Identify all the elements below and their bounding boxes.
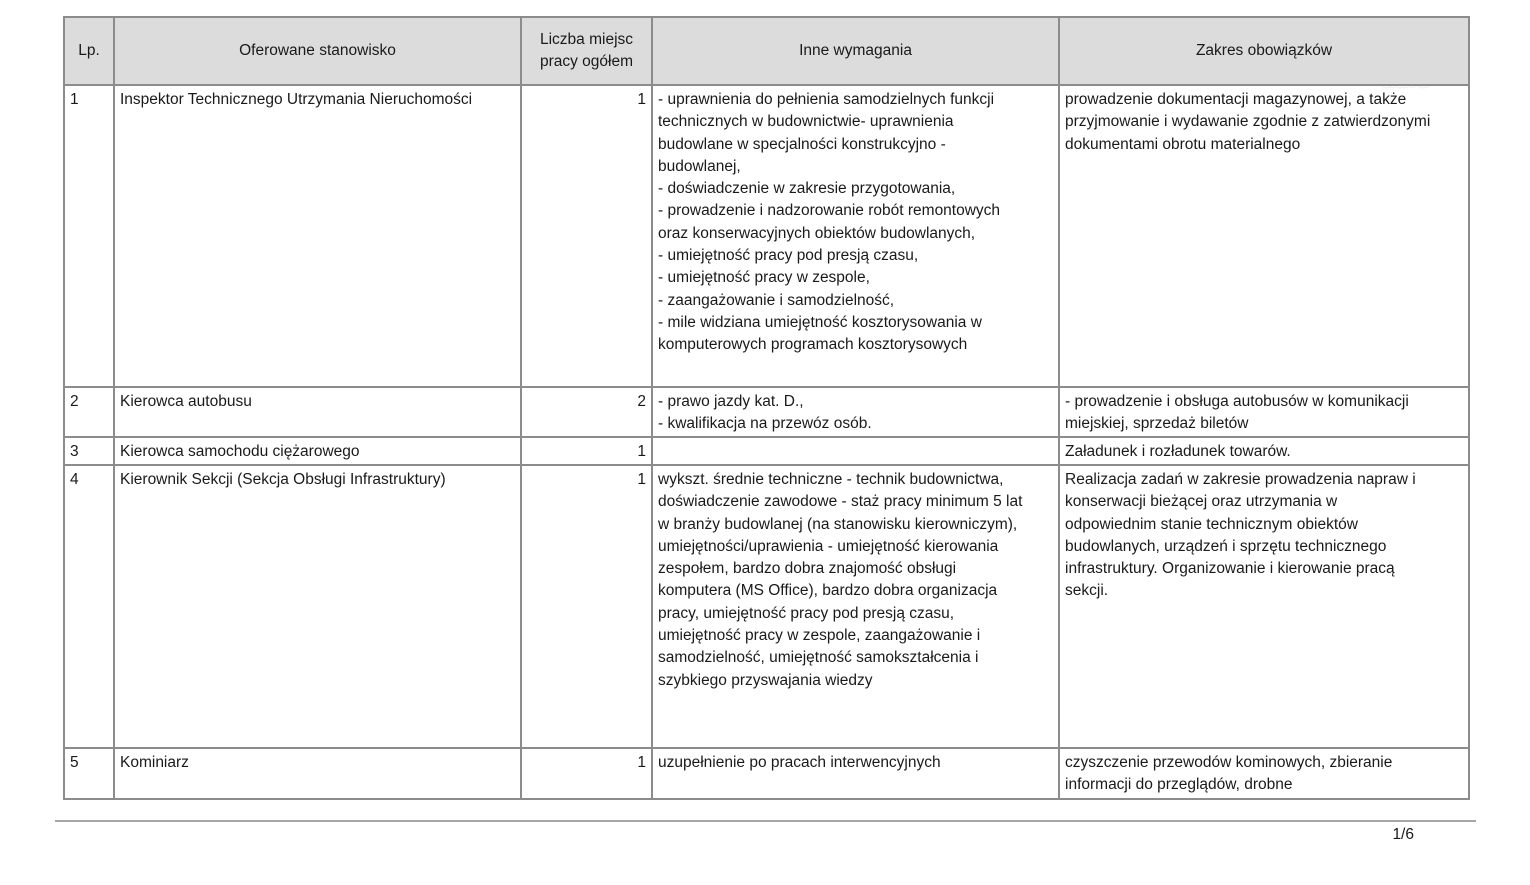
- cell-requirements: - prawo jazdy kat. D., - kwalifikacja na przewóz osób.: [652, 387, 1059, 437]
- cell-duties: - prowadzenie i obsługa autobusów w komunikacji miejskiej, sprzedaż biletów: [1059, 387, 1469, 437]
- table-row: [64, 748, 1469, 799]
- cell-job-count: 1: [521, 748, 652, 799]
- cell-position: Kierowca autobusu: [114, 387, 521, 437]
- cell-lp: 3: [64, 437, 114, 465]
- cell-lp: 2: [64, 387, 114, 437]
- table-row: [64, 387, 1469, 437]
- cell-requirements: [652, 437, 1059, 465]
- header-lp: Lp.: [64, 17, 114, 85]
- header-position: Oferowane stanowisko: [114, 17, 521, 85]
- cell-position: Kierownik Sekcji (Sekcja Obsługi Infrastruktury): [114, 465, 521, 748]
- cell-lp: 4: [64, 465, 114, 748]
- footer-divider: [55, 820, 1476, 822]
- table-row: [64, 465, 1469, 748]
- cell-job-count: 2: [521, 387, 652, 437]
- page-number: 1/6: [1392, 826, 1414, 843]
- cell-lp: 5: [64, 748, 114, 799]
- cell-requirements: wykszt. średnie techniczne - technik budownictwa, doświadczenie zawodowe - staż pracy minimum 5 lat w branży budowlanej (na stanowisku kierowniczym), umiejętności/uprawienia - umiejętność kierowania zespołem, bardzo dobra znajomość obsługi komputera (MS Office), bardzo dobra organizacja pracy, umiejętność pracy pod presją czasu, umiejętność pracy w zespole, zaangażowanie i samodzielność, umiejętność samokształcenia i szybkiego przyswajania wiedzy: [652, 465, 1059, 748]
- header-job-count: Liczba miejsc pracy ogółem: [521, 17, 652, 85]
- cell-lp: 1: [64, 85, 114, 387]
- cell-position: Inspektor Technicznego Utrzymania Nieruchomości: [114, 85, 521, 387]
- cell-requirements: - uprawnienia do pełnienia samodzielnych funkcji technicznych w budownictwie- uprawnienia budowlane w specjalności konstrukcyjno - budowlanej, - doświadczenie w zakresie przygotowania, - prowadzenie i nadzorowanie robót remontowych oraz konserwacyjnych obiektów budowlanych, - umiejętność pracy pod presją czasu, - umiejętność pracy w zespole, - zaangażowanie i samodzielność, - mile widziana umiejętność kosztorysowania w komputerowych programach kosztorysowych: [652, 85, 1059, 387]
- table-row: [64, 437, 1469, 465]
- job-offers-table: [63, 16, 1470, 800]
- cell-job-count: 1: [521, 465, 652, 748]
- cell-duties: Załadunek i rozładunek towarów.: [1059, 437, 1469, 465]
- table-header-row: [64, 17, 1469, 85]
- cell-job-count: 1: [521, 437, 652, 465]
- table-row: [64, 85, 1469, 387]
- cell-requirements: uzupełnienie po pracach interwencyjnych: [652, 748, 1059, 799]
- header-duties: Zakres obowiązków: [1059, 17, 1469, 85]
- cell-duties: Realizacja zadań w zakresie prowadzenia napraw i konserwacji bieżącej oraz utrzymania w odpowiednim stanie technicznym obiektów budowlanych, urządzeń i sprzętu technicznego infrastruktury. Organizowanie i kierowanie pracą sekcji.: [1059, 465, 1469, 748]
- cell-position: Kominiarz: [114, 748, 521, 799]
- cell-duties: czyszczenie przewodów kominowych, zbieranie informacji do przeglądów, drobne: [1059, 748, 1469, 799]
- cell-job-count: 1: [521, 85, 652, 387]
- cell-position: Kierowca samochodu ciężarowego: [114, 437, 521, 465]
- cell-duties: prowadzenie dokumentacji magazynowej, a także przyjmowanie i wydawanie zgodnie z zatwierdzonymi dokumentami obrotu materialnego: [1059, 85, 1469, 387]
- header-requirements: Inne wymagania: [652, 17, 1059, 85]
